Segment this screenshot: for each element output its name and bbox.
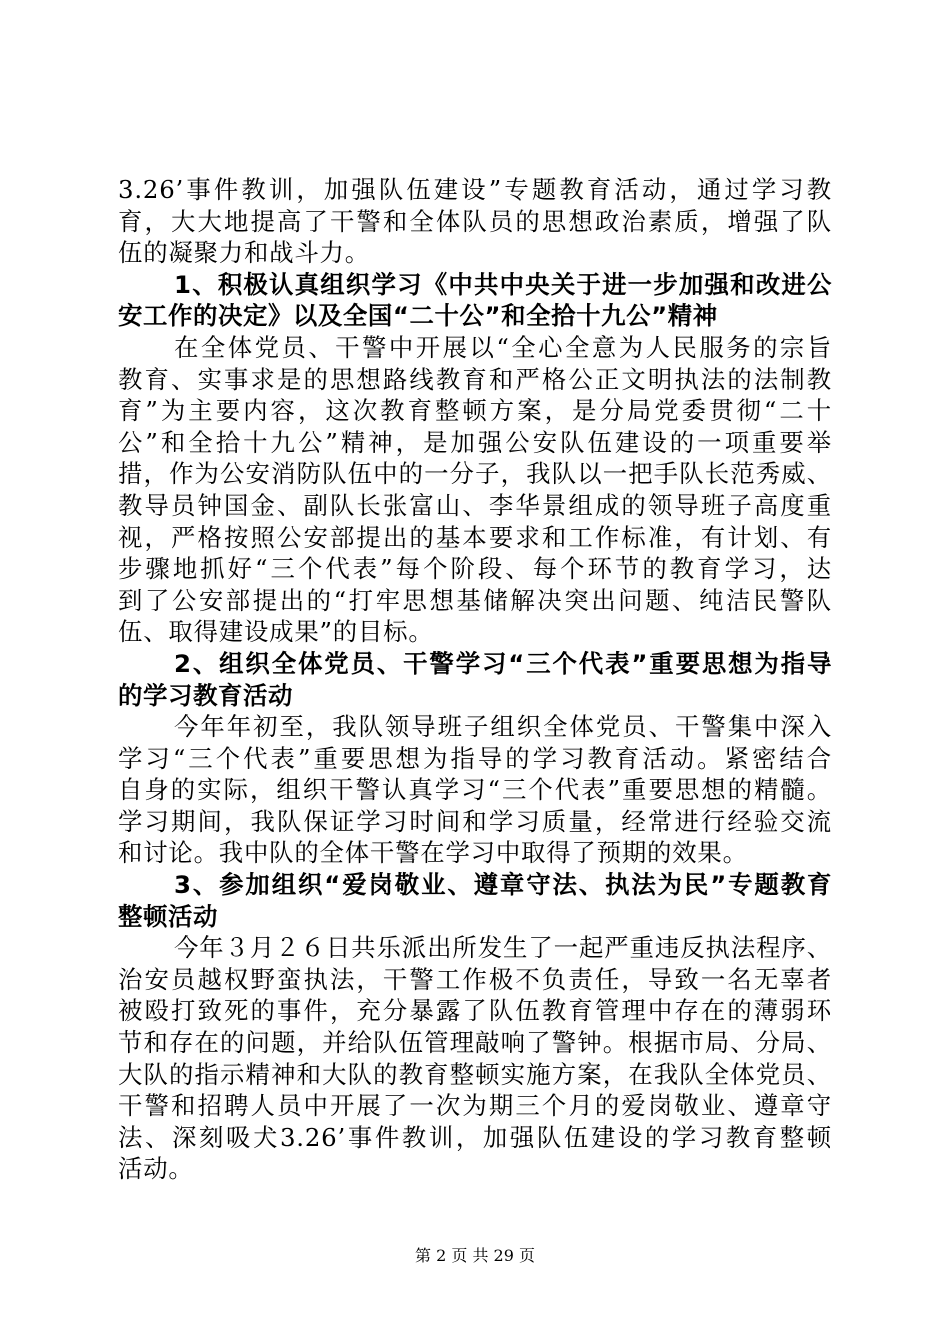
paragraph-body [118,174,832,269]
section-heading-1 [118,269,832,332]
text-line: 大队的指示精神和大队的教育整顿实施方案，在我队全体党员、 [118,1059,832,1089]
text-line: 公”和全拾十九公”精神，是加强公安队伍建设的一项重要举 [118,427,832,457]
text-line: 伍的凝聚力和战斗力。 [118,238,370,268]
text-line: 自身的实际，组织干警认真学习“三个代表”重要思想的精髓。 [118,775,832,805]
text-line: 3.26’事件教训，加强队伍建设”专题教育活动，通过学习教 [118,175,832,204]
paragraph-body [118,932,832,1185]
section-heading-3 [118,869,832,932]
heading-line: 的学习教育活动 [118,680,293,710]
text-line: 今年年初至，我队领导班子组织全体党员、干警集中深入 [174,712,832,742]
document-body [118,174,832,1185]
heading-line: 安工作的决定》以及全国“二十公”和全拾十九公”精神 [118,301,718,331]
text-line: 今年３月２６日共乐派出所发生了一起严重违反执法程序、 [174,933,832,963]
text-line: 学习期间，我队保证学习时间和学习质量，经常进行经验交流 [118,806,832,836]
text-line: 伍、取得建设成果”的目标。 [118,617,434,647]
section-heading-2 [118,648,832,711]
text-line: 和讨论。我中队的全体干警在学习中取得了预期的效果。 [118,838,748,868]
text-line: 教导员钟国金、副队长张富山、李华景组成的领导班子高度重 [118,490,832,520]
text-line: 步骤地抓好“三个代表”每个阶段、每个环节的教育学习，达 [118,554,832,584]
text-line: 干警和招聘人员中开展了一次为期三个月的爱岗敬业、遵章守 [118,1091,832,1121]
paragraph-body [118,332,832,648]
text-line: 育”为主要内容，这次教育整顿方案，是分局党委贯彻“二十 [118,396,832,426]
heading-line: 1、积极认真组织学习《中共中央关于进一步加强和改进公 [174,269,832,299]
paragraph-body [118,711,832,869]
text-line: 视，严格按照公安部提出的基本要求和工作标准，有计划、有 [118,522,832,552]
heading-line: 3、参加组织“爱岗敬业、遵章守法、执法为民”专题教育 [174,870,832,900]
text-line: 法、深刻吸犬3.26’事件教训，加强队伍建设的学习教育整顿 [118,1122,832,1152]
text-line: 学习“三个代表”重要思想为指导的学习教育活动。紧密结合 [118,743,832,773]
text-line: 在全体党员、干警中开展以“全心全意为人民服务的宗旨 [174,332,832,362]
page-number-footer: 第 2 页 共 29 页 [415,1246,535,1265]
text-line: 被殴打致死的事件，充分暴露了队伍教育管理中存在的薄弱环 [118,996,832,1026]
heading-line: 整顿活动 [118,901,218,931]
text-line: 节和存在的问题，并给队伍管理敲响了警钟。根据市局、分局、 [118,1028,832,1058]
text-line: 活动。 [118,1154,194,1184]
text-line: 治安员越权野蛮执法，干警工作极不负责任，导致一名无辜者 [118,964,832,994]
text-line: 到了公安部提出的“打牢思想基储解决突出问题、纯洁民警队 [118,585,832,615]
heading-line: 2、组织全体党员、干警学习“三个代表”重要思想为指导 [174,648,832,678]
text-line: 教育、实事求是的思想路线教育和严格公正文明执法的法制教 [118,364,832,394]
text-line: 措，作为公安消防队伍中的一分子，我队以一把手队长范秀威、 [118,459,832,489]
text-line: 育，大大地提高了干警和全体队员的思想政治素质，增强了队 [118,206,832,236]
